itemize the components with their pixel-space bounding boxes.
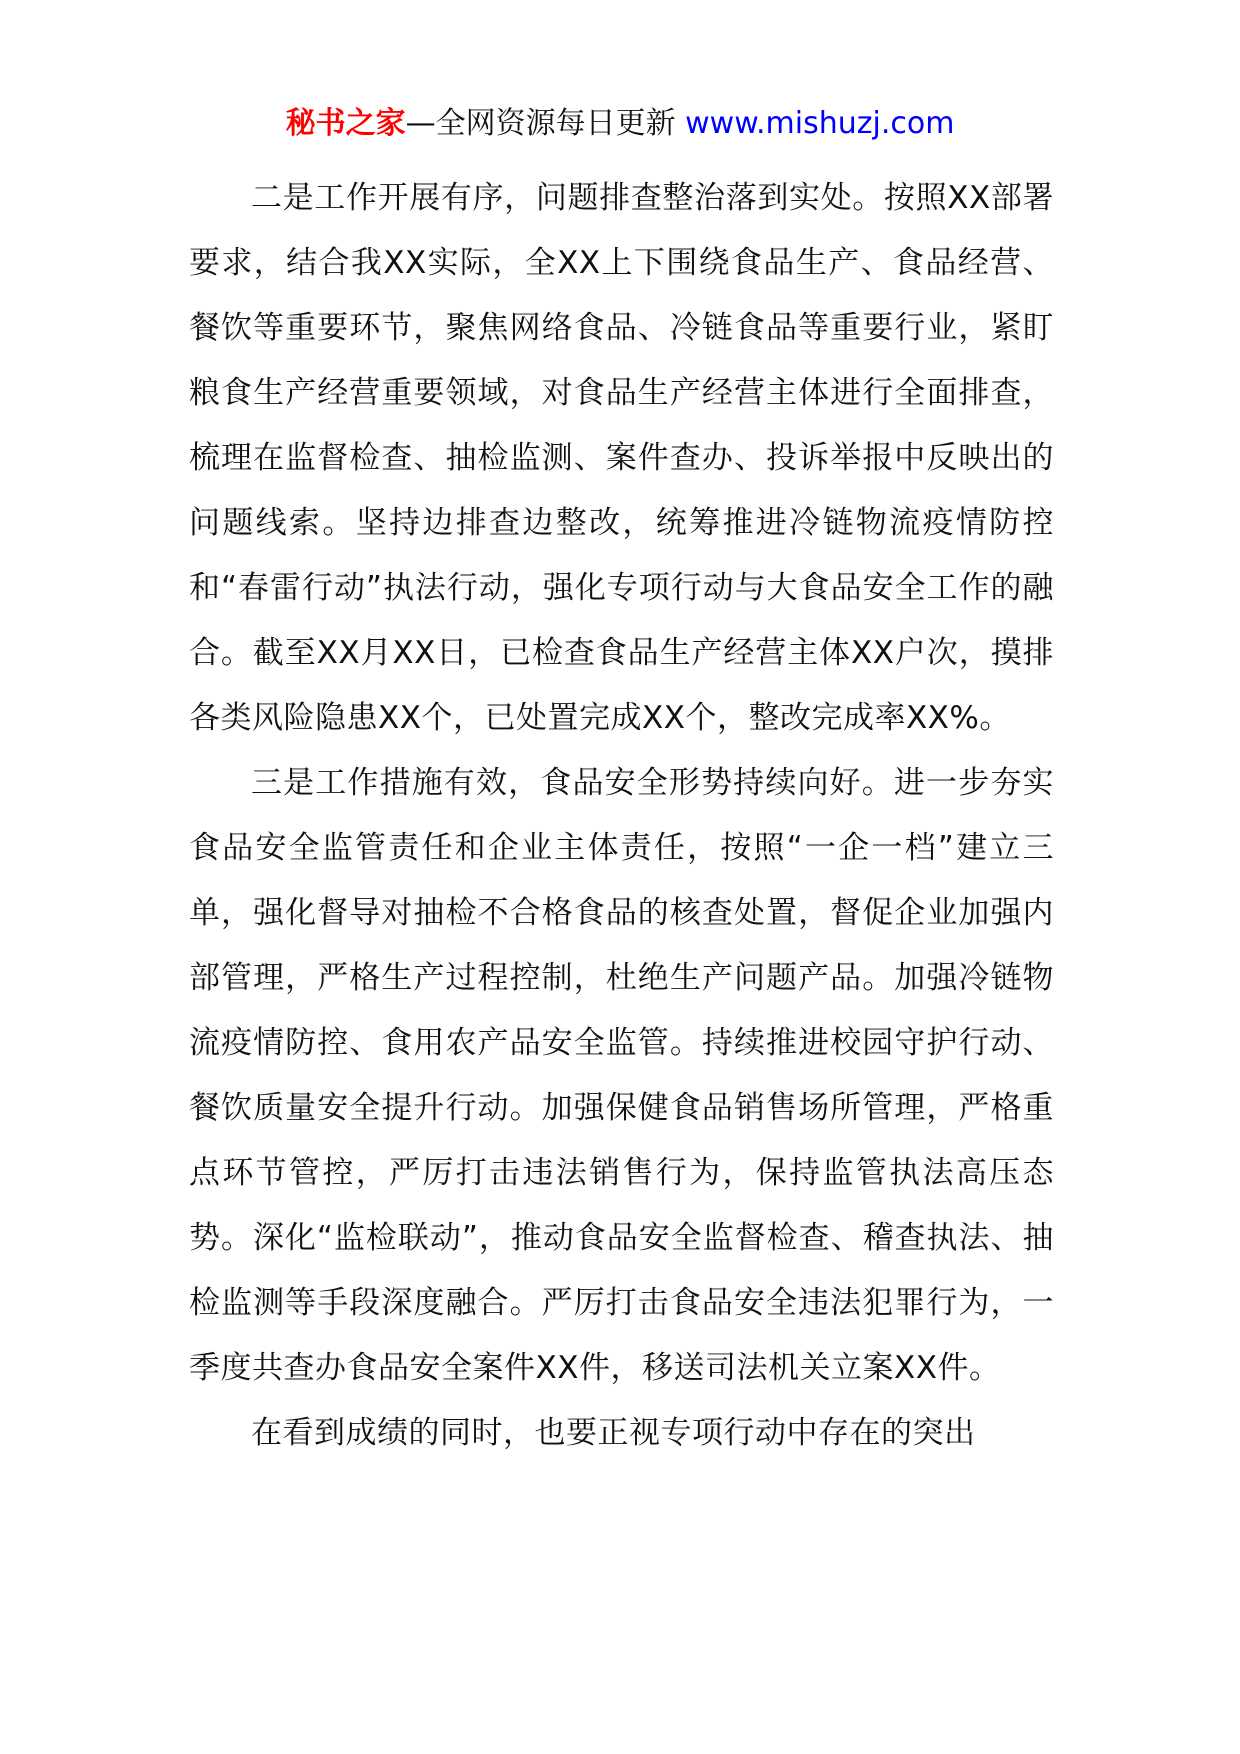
paragraph-work-measures: 三是工作措施有效，食品安全形势持续向好。进一步夯实食品安全监管责任和企业主体责任，按照“一企一档”建立三单，强化督导对抽检不合格食品的核查处置，督促企业加强内部管理，严格生产过程控制，杜绝生产问题产品。加强冷链物流疫情防控、食用农产品安全监管。持续推进校园守护行动、餐饮质量安全提升行动。加强保健食品销售场所管理，严格重点环节管控，严厉打击违法销售行为，保持监管执法高压态势。深化“监检联动”，推动食品安全监督检查、稽查执法、抽检监测等手段深度融合。严厉打击食品安全违法犯罪行为，一季度共查办食品安全案件XX件，移送司法机关立案XX件。 [189, 765, 1054, 1386]
site-header [0, 102, 1240, 146]
document-body [189, 166, 1054, 1466]
site-tagline: —全网资源每日更新 [405, 106, 676, 141]
paragraph-work-progress: 二是工作开展有序，问题排查整治落到实处。按照XX部署要求，结合我XX实际，全XX上下围绕食品生产、食品经营、餐饮等重要环节，聚焦网络食品、冷链食品等重要行业，紧盯粮食生产经营重要领域，对食品生产经营主体进行全面排查，梳理在监督检查、抽检监测、案件查办、投诉举报中反映出的问题线索。坚持边排查边整改，统筹推进冷链物流疫情防控和“春雷行动”执法行动，强化专项行动与大食品安全工作的融合。截至XX月XX日，已检查食品生产经营主体XX户次，摸排各类风险隐患XX个，已处置完成XX个，整改完成率XX%。 [189, 180, 1054, 736]
site-url-link[interactable]: www.mishuzj.com [685, 106, 955, 141]
site-name: 秘书之家 [285, 106, 406, 141]
paragraph-problems-intro: 在看到成绩的同时，也要正视专项行动中存在的突出 [251, 1415, 976, 1451]
